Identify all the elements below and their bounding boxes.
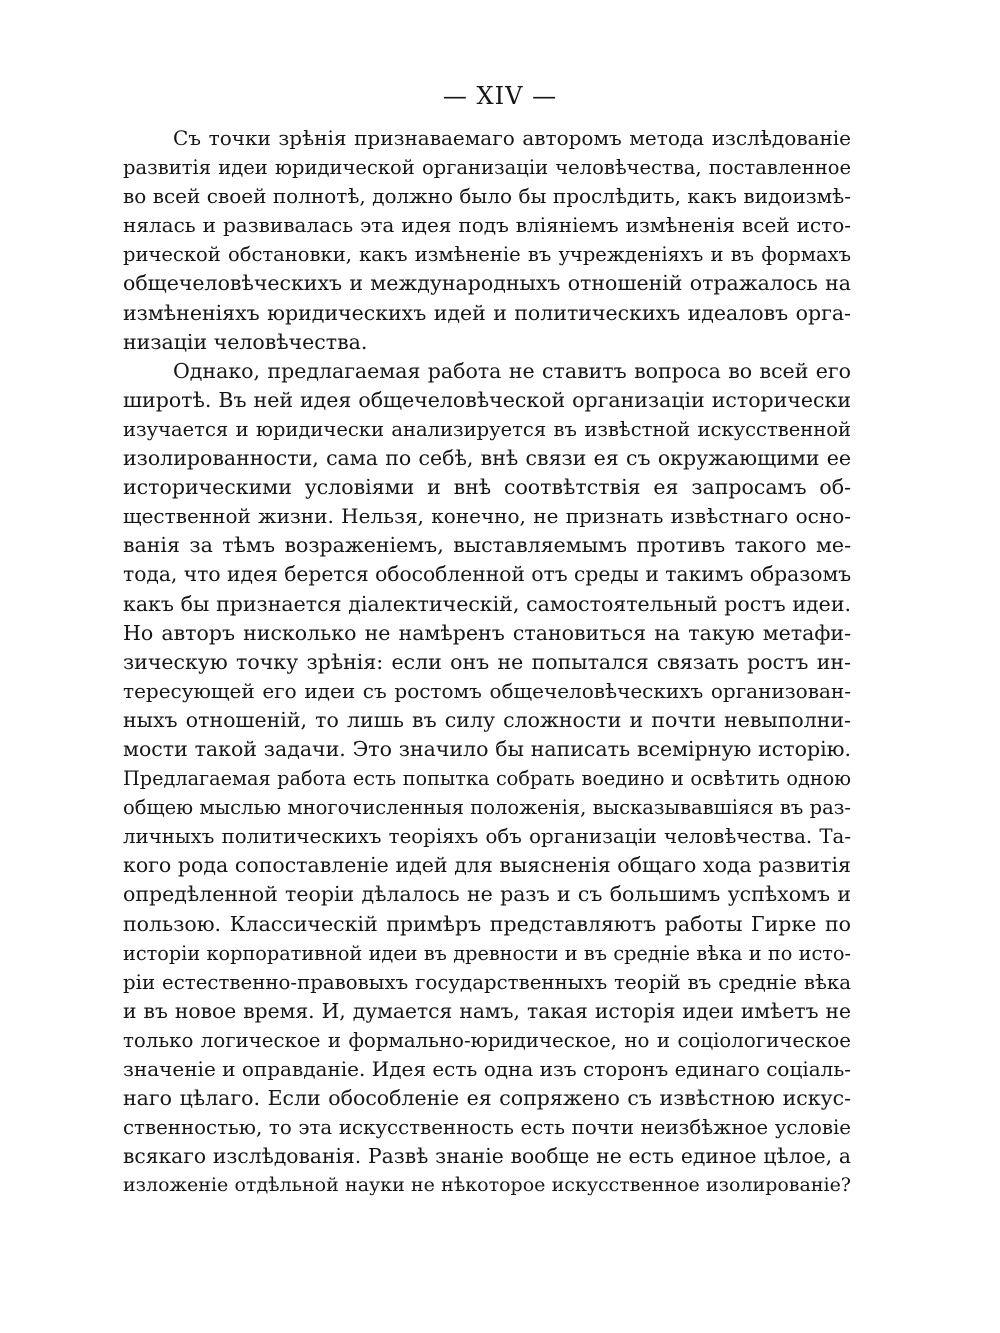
page-number: — XIV — [442, 82, 558, 110]
text-line: ственностью, то эта искусственность есть почти неизбѣжное условіе [123, 1116, 851, 1140]
text-line: личныхъ политическихъ теоріяхъ объ организаціи человѣчества. Та- [123, 825, 851, 849]
text-line: историческими условіями и внѣ соотвѣтствія ея запросамъ об- [123, 475, 851, 500]
text-line: ныхъ отношеній, то лишь въ силу сложности и почти невыполни- [123, 707, 851, 732]
text-line: развитія идеи юридической организаціи человѣчества, поставленное [123, 156, 851, 180]
text-line: кого рода сопоставленіе идей для выясненія общаго хода развитія [123, 853, 851, 878]
text-line: Съ точки зрѣнія признаваемаго авторомъ метода изслѣдованіе [173, 126, 851, 150]
text-line: общечеловѣческихъ и международныхъ отношеній отражалось на [123, 271, 851, 296]
text-line: ріи естественно-правовыхъ государственныхъ теорій въ средніе вѣка [123, 970, 851, 994]
text-line: наго цѣлаго. Если обособленіе ея сопряжено съ извѣстною искус- [123, 1086, 851, 1111]
text-line: опредѣленной теоріи дѣлалось не разъ и съ большимъ успѣхомъ и [123, 882, 851, 907]
text-line: всякаго изслѣдованія. Развѣ знаніе вообще не есть единое цѣлое, а [123, 1144, 851, 1169]
text-line: Однако, предлагаемая работа не ставитъ вопроса во всей его [173, 358, 851, 383]
text-line: тересующей его идеи съ ростомъ общечеловѣческихъ организован- [123, 678, 851, 703]
text-line: какъ бы признается діалектическій, самостоятельный ростъ идеи. [123, 591, 851, 616]
text-line: и въ новое время. И, думается намъ, такая исторія идеи имѣетъ не [123, 998, 851, 1023]
text-line: нялась и развивалась эта идея подъ вліяніемъ измѣненія всей исто- [123, 213, 851, 238]
text-line: изучается и юридически анализируется въ извѣстной искусственной [123, 417, 851, 441]
text-line: низаціи человѣчества. [123, 329, 368, 354]
text-line: рической обстановки, какъ измѣненіе въ учрежденіяхъ и въ формахъ [123, 243, 851, 267]
text-line: тода, что идея берется обособленной отъ среды и такимъ образомъ [123, 562, 851, 587]
text-line: Предлагаемая работа есть попытка собрать воедино и освѣтить одною [123, 767, 851, 791]
text-line: пользою. Классическій примѣръ представляютъ работы Гирке по [123, 911, 851, 936]
text-line: зическую точку зрѣнія: если онъ не попытался связать ростъ ин- [123, 649, 851, 674]
text-line: изолированности, сама по себѣ, внѣ связи ея съ окружающими ее [123, 446, 851, 471]
text-line: значеніе и оправданіе. Идея есть одна изъ сторонъ единаго соціаль- [123, 1057, 851, 1081]
text-line: во всей своей полнотѣ, должно было бы прослѣдить, какъ видоизмѣ- [123, 184, 851, 209]
text-line: ванія за тѣмъ возраженіемъ, выставляемымъ противъ такого ме- [123, 533, 851, 558]
text-line: мости такой задачи. Это значило бы написать всемірную исторію. [123, 736, 851, 761]
body-text [123, 124, 851, 1200]
text-line: щественной жизни. Нельзя, конечно, не признать извѣстнаго осно- [123, 504, 851, 529]
text-line: только логическое и формально-юридическое, но и соціологическое [123, 1028, 851, 1052]
text-line: изложеніе отдѣльной науки не нѣкоторое искусственное изолированіе? [123, 1174, 851, 1197]
text-line: общею мыслью многочисленныя положенія, высказывавшіяся въ раз- [123, 796, 851, 820]
text-line: широтѣ. Въ ней идея общечеловѣческой организаціи исторически [123, 387, 851, 412]
text-line: исторіи корпоративной идеи въ древности и въ средніе вѣка и по исто- [123, 941, 851, 965]
text-line: Но авторъ нисколько не намѣренъ становиться на такую метафи- [123, 620, 851, 645]
text-line: измѣненіяхъ юридическихъ идей и политическихъ идеаловъ орга- [123, 300, 851, 325]
